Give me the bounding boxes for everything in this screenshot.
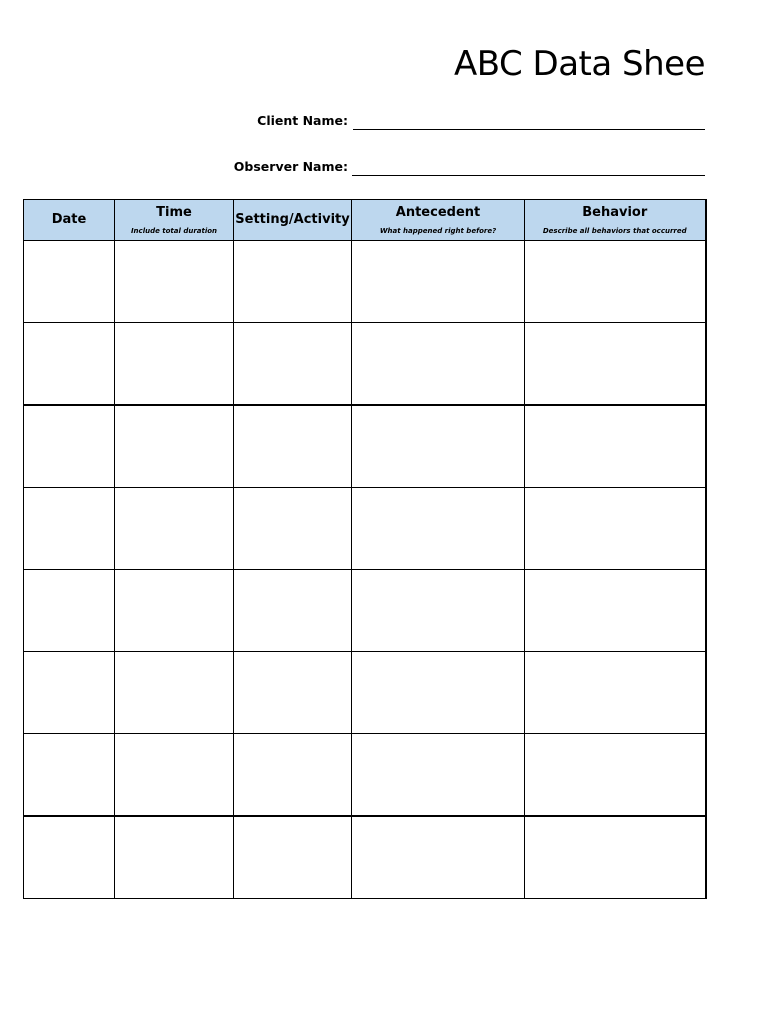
cell-setting-activity[interactable] [234, 323, 352, 406]
column-header-sublabel: What happened right before? [379, 226, 497, 235]
cell-date[interactable] [24, 488, 115, 570]
cell-antecedent[interactable] [352, 816, 525, 899]
cell-setting-activity[interactable] [234, 241, 352, 323]
cell-setting-activity[interactable] [234, 570, 352, 652]
cell-time[interactable] [115, 570, 234, 652]
column-header-sublabel: Describe all behaviors that occurred [542, 226, 687, 235]
cell-time[interactable] [115, 323, 234, 406]
cell-behavior[interactable] [525, 570, 706, 652]
table-header-row [24, 200, 706, 241]
column-header-label: Setting/Activity [235, 212, 350, 227]
table-row [24, 816, 706, 899]
column-header-label: Behavior [582, 204, 648, 220]
table-row [24, 241, 706, 323]
client-name-label: Client Name: [257, 113, 348, 128]
cell-date[interactable] [24, 652, 115, 734]
cell-date[interactable] [24, 570, 115, 652]
column-header-label: Date [51, 212, 87, 227]
table-row [24, 652, 706, 734]
cell-setting-activity[interactable] [234, 652, 352, 734]
cell-antecedent[interactable] [352, 323, 525, 406]
cell-antecedent[interactable] [352, 241, 525, 323]
cell-date[interactable] [24, 734, 115, 817]
cell-antecedent[interactable] [352, 570, 525, 652]
column-header-antecedent [352, 200, 525, 241]
cell-date[interactable] [24, 323, 115, 406]
cell-behavior[interactable] [525, 488, 706, 570]
column-header-setting-activity [234, 200, 352, 241]
column-header-sublabel: Include total duration [130, 226, 218, 235]
client-name-field[interactable] [200, 106, 705, 130]
client-name-line[interactable] [353, 129, 705, 130]
cell-time[interactable] [115, 734, 234, 817]
cell-date[interactable] [24, 816, 115, 899]
cell-date[interactable] [24, 241, 115, 323]
cell-behavior[interactable] [525, 241, 706, 323]
cell-behavior[interactable] [525, 652, 706, 734]
abc-data-table [23, 199, 707, 899]
column-header-time [115, 200, 234, 241]
observer-name-line[interactable] [352, 175, 705, 176]
cell-behavior[interactable] [525, 816, 706, 899]
cell-antecedent[interactable] [352, 405, 525, 488]
cell-setting-activity[interactable] [234, 488, 352, 570]
observer-name-field[interactable] [200, 152, 705, 176]
cell-antecedent[interactable] [352, 488, 525, 570]
table-row [24, 323, 706, 406]
column-header-behavior [525, 200, 706, 241]
cell-behavior[interactable] [525, 405, 706, 488]
observer-name-label: Observer Name: [233, 159, 348, 174]
cell-setting-activity[interactable] [234, 405, 352, 488]
cell-time[interactable] [115, 652, 234, 734]
cell-setting-activity[interactable] [234, 734, 352, 817]
cell-time[interactable] [115, 405, 234, 488]
cell-setting-activity[interactable] [234, 816, 352, 899]
cell-date[interactable] [24, 405, 115, 488]
table-row [24, 488, 706, 570]
cell-time[interactable] [115, 241, 234, 323]
cell-behavior[interactable] [525, 323, 706, 406]
table-row [24, 570, 706, 652]
column-header-label: Time [156, 204, 192, 220]
table-row [24, 405, 706, 488]
cell-time[interactable] [115, 488, 234, 570]
cell-behavior[interactable] [525, 734, 706, 817]
cell-antecedent[interactable] [352, 734, 525, 817]
document-title: ABC Data Shee [454, 44, 705, 84]
table-row [24, 734, 706, 817]
column-header-date [24, 200, 115, 241]
column-header-label: Antecedent [395, 204, 481, 220]
table-body [24, 241, 706, 899]
cell-time[interactable] [115, 816, 234, 899]
cell-antecedent[interactable] [352, 652, 525, 734]
